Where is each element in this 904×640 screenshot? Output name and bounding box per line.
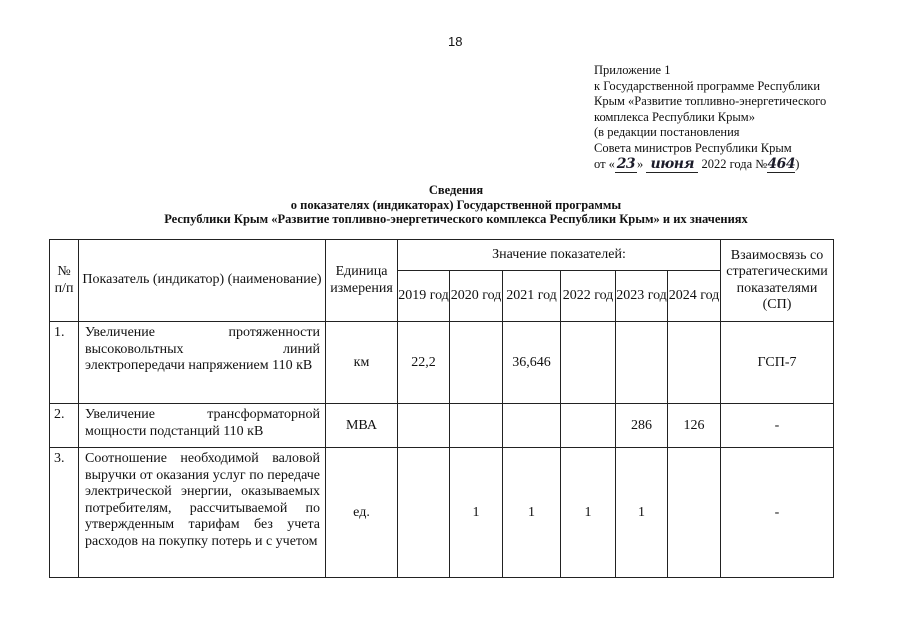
unit-cell: ед. [326,448,398,578]
header-year: 2022 год [561,271,616,322]
header-year: 2024 год [668,271,721,322]
indicator-name: Соотношение необходимой валовой выручки от оказания услуг по передаче электрической энергии, оказываемых потребителям, рассчитываемой по утвержденным тарифам без учета расходов на покупку потерь и с учетом [79,448,326,578]
appendix-note [594,63,884,173]
header-year: 2019 год [398,271,450,322]
value-cell: 1 [616,448,668,578]
header-name: Показатель (индикатор) (наименование) [79,240,326,322]
header-link: Взаимосвязь со стратегическими показателями (СП) [721,240,834,322]
header-num: № п/п [50,240,79,322]
page-number: 18 [448,34,463,49]
unit-cell: МВА [326,404,398,448]
value-cell [398,404,450,448]
appendix-date-line [594,157,884,174]
value-cell [503,404,561,448]
header-year: 2021 год [503,271,561,322]
heading-title: Сведения [428,183,484,197]
header-year: 2020 год [450,271,503,322]
appendix-line: комплекса Республики Крым» [594,109,755,124]
appendix-line: Приложение 1 [594,63,671,77]
value-cell [668,322,721,404]
date-suffix: ) [795,156,800,171]
header-unit: Единица измерения [326,240,398,322]
appendix-line: к Государственной программе Республики [594,78,821,93]
value-cell [398,448,450,578]
value-cell: 1 [450,448,503,578]
value-cell [561,322,616,404]
handwritten-day: 23 [616,155,636,172]
date-prefix: от « [594,156,615,171]
heading-line: о показателях (индикаторах) Государственной программы [290,197,622,212]
handwritten-number: 464 [767,155,796,172]
value-cell: 126 [668,404,721,448]
value-cell [450,322,503,404]
strategic-link-cell: ГСП-7 [721,322,834,404]
row-number: 3. [50,448,79,578]
indicators-table [49,239,834,578]
value-cell: 1 [503,448,561,578]
table-row [50,322,834,404]
value-cell [616,322,668,404]
value-cell [561,404,616,448]
handwritten-month: июня [646,157,698,174]
header-values-group: Значение показателей: [398,240,721,271]
appendix-line: Совета министров Республики Крым [594,140,792,155]
strategic-link-cell: - [721,448,834,578]
date-mid: » [636,156,644,171]
value-cell: 22,2 [398,322,450,404]
value-cell: 1 [561,448,616,578]
value-cell: 36,646 [503,322,561,404]
table-row [50,404,834,448]
appendix-line: Крым «Развитие топливно-энергетического [594,94,827,109]
indicator-name: Увеличение протяженности высоковольтных линий электропередачи напряжением 110 кВ [79,322,326,404]
document-heading [80,183,832,227]
unit-cell: км [326,322,398,404]
appendix-line: (в редакции постановления [594,125,740,140]
value-cell [668,448,721,578]
indicator-name: Увеличение трансформаторной мощности подстанций 110 кВ [79,404,326,448]
date-year: 2022 года № [701,156,768,171]
header-year: 2023 год [616,271,668,322]
strategic-link-cell: - [721,404,834,448]
table-row [50,448,834,578]
row-number: 1. [50,322,79,404]
row-number: 2. [50,404,79,448]
value-cell [450,404,503,448]
value-cell: 286 [616,404,668,448]
heading-line: Республики Крым «Развитие топливно-энергетического комплекса Республики Крым» и их значениях [164,212,748,226]
